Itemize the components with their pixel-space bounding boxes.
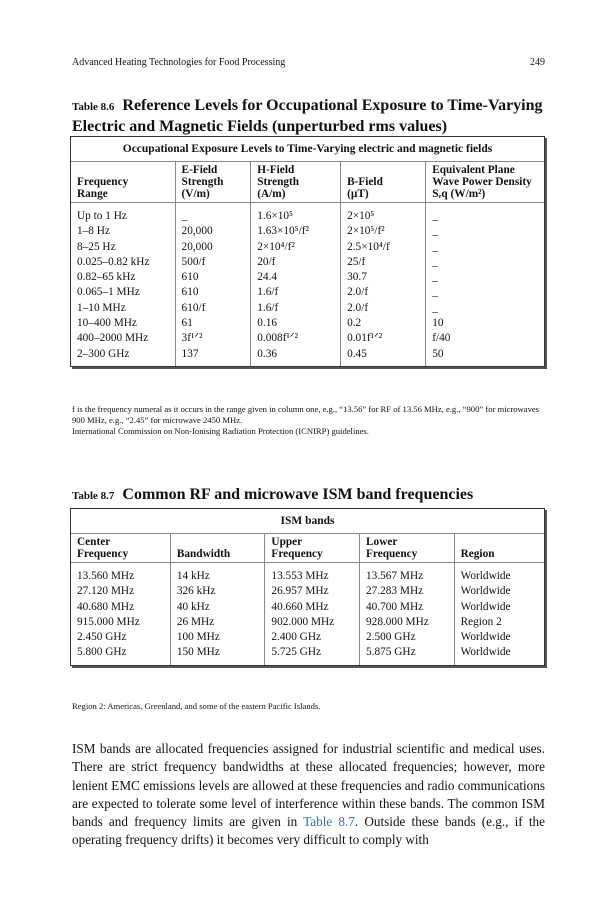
table-cell: 928.000 MHz [360, 615, 455, 630]
table-cell: 30.7 [341, 270, 426, 285]
table-cell: 14 kHz [170, 563, 265, 585]
table-cell: 2.450 GHz [77, 631, 127, 644]
table-cell: 1.6×10⁵ [251, 203, 341, 225]
table-8-7-note: Region 2: Americas, Greenland, and some of the eastern Pacific Islands. [72, 701, 321, 711]
column-header: Region [454, 534, 544, 563]
table-8-7 [70, 508, 545, 666]
column-header: Upper Frequency [265, 534, 360, 563]
table-cell: 326 kHz [170, 584, 265, 599]
table-row [71, 645, 544, 664]
table-8-7-title: Table 8.7 Common RF and microwave ISM band frequencies [72, 486, 474, 503]
table-row [71, 316, 544, 331]
table-cell: 3f¹ᐟ² [175, 331, 251, 346]
table-reference-link[interactable]: Table 8.7 [303, 814, 355, 830]
column-header: B-Field (µT) [341, 162, 426, 203]
table-cell: 137 [175, 347, 251, 366]
table-cell: Up to 1 Hz [77, 210, 127, 222]
table-8-6-title: Table 8.6 Reference Levels for Occupational Exposure to Time-Varying Electric and Magnetic Fields (unperturbed rms values) [72, 97, 543, 135]
table-row [71, 331, 544, 346]
table-cell: 24.4 [251, 270, 341, 285]
table-cell: 2.0/f [341, 301, 426, 316]
table-cell: 0.065–1 MHz [77, 286, 140, 299]
table-row [71, 255, 544, 270]
table-row [71, 600, 544, 615]
table-cell: 100 MHz [170, 630, 265, 645]
table-cell: 26.957 MHz [265, 584, 360, 599]
table-row [71, 203, 544, 225]
table-row [71, 270, 544, 285]
table-cell: _ [426, 285, 544, 300]
table-cell: 0.2 [341, 316, 426, 331]
column-header: E-Field Strength (V/m) [175, 162, 251, 203]
table-cell: Worldwide [454, 645, 544, 664]
table-cell: 0.82–65 kHz [77, 271, 136, 284]
table-cell: _ [426, 270, 544, 285]
table-cell: 2×10⁴/f² [251, 240, 341, 255]
table-cell: 40.680 MHz [77, 600, 135, 613]
table-8-6-notes: f is the frequency numeral as it occurs in the range given in column one, e.g., “13.56” for RF of 13.56 MHz, e.g., “900” for microwaves 900 MHz, e.g., “2.45” for microwave 2450 MHz. International Commission on Non-Ionising Radiation Protection (ICNIRP) guidelines. [72, 404, 540, 436]
table-cell: 61 [175, 316, 251, 331]
running-header [72, 57, 545, 68]
table-cell: 2×10⁵ [341, 203, 426, 225]
table-cell: 40 kHz [170, 600, 265, 615]
table-cell: 27.120 MHz [77, 585, 135, 598]
table-cell: Worldwide [454, 563, 544, 585]
table-cell: _ [426, 203, 544, 225]
table-cell: 5.875 GHz [360, 645, 455, 664]
column-header: Frequency Range [71, 162, 175, 203]
table-cell: 902.000 MHz [265, 615, 360, 630]
table-cell: 5.725 GHz [265, 645, 360, 664]
table-cell: 610/f [175, 301, 251, 316]
table-cell: 150 MHz [170, 645, 265, 664]
body-paragraph: ISM bands are allocated frequencies assigned for industrial scientific and medical uses. There are strict frequency bandwidths at these allocated frequencies; however, more lenient EMC emissions levels are allowed at these frequencies and radio communications are expected to tolerate some level of interference within these bands. The common ISM bands and frequency limits are given in Table 8.7. Outside these bands (e.g., if the operating frequency drifts) it becomes very difficult to comply with [72, 741, 545, 848]
table-cell: 13.567 MHz [360, 563, 455, 585]
table-cell: Worldwide [454, 630, 544, 645]
table-cell: _ [426, 301, 544, 316]
table-cell: 1–8 Hz [77, 225, 110, 238]
column-header: Center Frequency [71, 534, 170, 563]
table-cell: 10 [426, 316, 544, 331]
table-cell: 915.000 MHz [77, 615, 140, 628]
table-cell: 27.283 MHz [360, 584, 455, 599]
table-cell: 0.025–0.82 kHz [77, 255, 150, 268]
table-row [71, 240, 544, 255]
table-row [71, 224, 544, 239]
table-cell: 500/f [175, 255, 251, 270]
table-row [71, 584, 544, 599]
column-header: Lower Frequency [360, 534, 455, 563]
table-cell: 20,000 [175, 224, 251, 239]
column-header: Equivalent Plane Wave Power Density Sₑq (W/m²) [426, 162, 544, 203]
table-cell: 2.500 GHz [360, 630, 455, 645]
table-cell: 13.553 MHz [265, 563, 360, 585]
table-cell: Worldwide [454, 584, 544, 599]
table-cell: _ [175, 203, 251, 225]
table-cell: 50 [426, 347, 544, 366]
table-row [71, 285, 544, 300]
table-cell: 0.45 [341, 347, 426, 366]
running-title: Advanced Heating Technologies for Food Processing [72, 57, 286, 68]
table-cell: 0.16 [251, 316, 341, 331]
table-cell: 2.5×10⁴/f [341, 240, 426, 255]
table-cell: 40.700 MHz [360, 600, 455, 615]
table-cell: 610 [175, 285, 251, 300]
table-row [71, 630, 544, 645]
table-cell: 25/f [341, 255, 426, 270]
table-cell: 0.01f¹ᐟ² [341, 331, 426, 346]
table-cell: 40.660 MHz [265, 600, 360, 615]
table-cell: 400–2000 MHz [77, 332, 149, 345]
table-cell: 8–25 Hz [77, 240, 116, 253]
table-cell: 0.36 [251, 347, 341, 366]
column-header: Bandwidth [170, 534, 265, 563]
table-cell: 1.6/f [251, 301, 341, 316]
table-cell: 1.63×10⁵/f² [251, 224, 341, 239]
table-cell: 2×10⁵/f² [341, 224, 426, 239]
table-cell: 26 MHz [170, 615, 265, 630]
table-caption: Occupational Exposure Levels to Time-Varying electric and magnetic fields [71, 137, 544, 162]
table-cell: 2.400 GHz [265, 630, 360, 645]
table-row [71, 301, 544, 316]
table-cell: 20,000 [175, 240, 251, 255]
table-cell: 10–400 MHz [77, 317, 137, 330]
table-cell: 1–10 MHz [77, 301, 126, 314]
table-cell: Region 2 [454, 615, 544, 630]
table-cell: 5.800 GHz [77, 646, 127, 659]
table-cell: 2.0/f [341, 285, 426, 300]
table-cell: _ [426, 224, 544, 239]
table-caption: ISM bands [71, 509, 544, 534]
page-number: 249 [530, 57, 545, 68]
table-cell: f/40 [426, 331, 544, 346]
table-cell: 20/f [251, 255, 341, 270]
table-row [71, 563, 544, 585]
table-cell: 2–300 GHz [77, 347, 130, 360]
table-row [71, 615, 544, 630]
table-cell: Worldwide [454, 600, 544, 615]
table-cell: _ [426, 240, 544, 255]
column-header: H-Field Strength (A/m) [251, 162, 341, 203]
table-cell: 0.008f¹ᐟ² [251, 331, 341, 346]
table-8-6 [70, 136, 545, 367]
table-cell: _ [426, 255, 544, 270]
table-cell: 610 [175, 270, 251, 285]
table-cell: 13.560 MHz [77, 570, 135, 582]
table-cell: 1.6/f [251, 285, 341, 300]
table-row [71, 347, 544, 366]
